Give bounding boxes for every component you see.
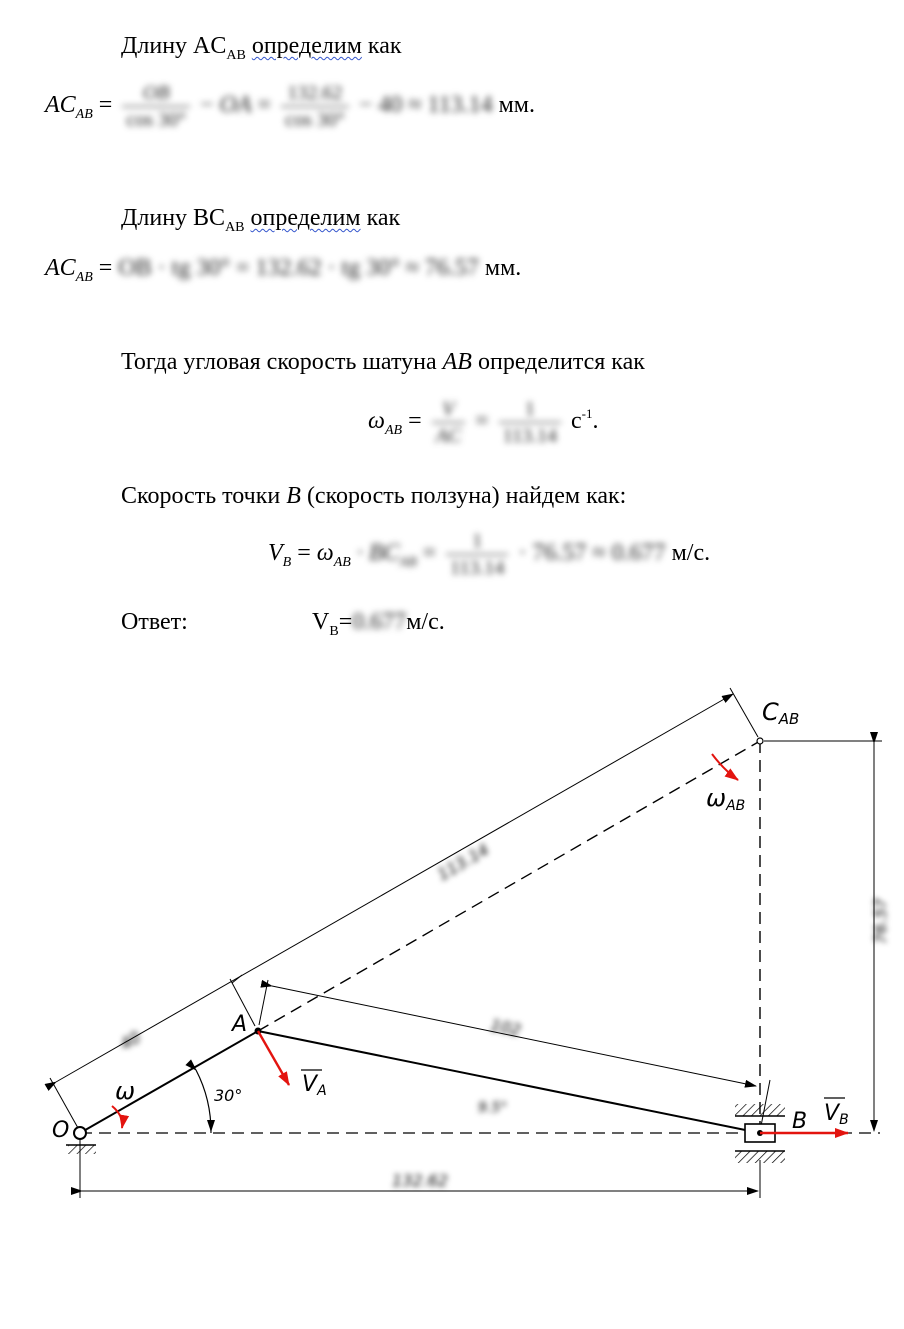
f1-lhs-sub: AB (75, 107, 93, 123)
p4-symbol: B (286, 483, 301, 509)
p2-sub: AB (225, 220, 245, 235)
f4-lhs-sub: B (282, 555, 292, 571)
p1-underlined-word: определим (251, 33, 362, 59)
label-omega: ω (115, 1077, 136, 1105)
f4-frac-num: 1 (446, 528, 508, 555)
answer-eq: = (338, 609, 353, 635)
p3-prefix: Тогда угловая скорость шатуна (121, 349, 437, 375)
dim-line-oc (56, 694, 733, 1082)
f3-unit-sup: -1 (581, 406, 593, 422)
rod-ab (258, 1031, 760, 1133)
f3-lhs: ω (368, 408, 385, 435)
f1-frac1-num: OB (122, 80, 190, 107)
dim-ext-b2 (761, 1080, 770, 1126)
dim-value-ab: 102 (488, 1015, 523, 1040)
velocity-va-arrow (258, 1031, 289, 1085)
p3-suffix: определится как (477, 349, 645, 375)
f2-rhs: OB · tg 30° = 132.62 · tg 30° ≈ 76.57 (118, 255, 479, 281)
label-omega-ab: ωAB (706, 784, 746, 814)
label-angle: 30° (214, 1086, 243, 1105)
f4-omega: ω (316, 540, 334, 567)
dim-ext-c (730, 688, 758, 737)
f2-lhs-sub: AB (75, 270, 93, 285)
f4-times: · BC (356, 540, 400, 567)
dim-value-ac: 113.14 (434, 839, 493, 885)
f1-minus2: − (358, 92, 373, 119)
f4-lhs: V (268, 540, 283, 567)
f3-lhs-sub: AB (384, 423, 403, 439)
omega-ab-rotation-arrow (712, 754, 738, 780)
label-vb: VB (824, 1101, 849, 1128)
f4-frac-den: 113.14 (450, 557, 505, 579)
f4-omega-sub: AB (333, 555, 351, 571)
answer-label: Ответ: (121, 609, 188, 635)
label-cab: CAB (762, 698, 800, 728)
dim-tick-a (232, 975, 242, 983)
p2-underlined-word: определим (250, 205, 361, 231)
f3-frac1-num: V (432, 396, 466, 423)
p1-suffix: как (367, 33, 402, 59)
f1-eq2: = (257, 92, 272, 119)
label-a: A (232, 1012, 248, 1037)
p4-suffix: (скорость ползуна) найдем как: (306, 483, 627, 509)
p2-prefix: Длину BC (121, 205, 226, 231)
f2-eq: = (98, 255, 113, 281)
dim-value-oa: 40 (116, 1027, 144, 1054)
answer-value: 0.677 (352, 609, 407, 635)
label-o: O (52, 1118, 70, 1143)
dim-value-angle: 9.5° (478, 1100, 508, 1116)
f3-frac2-num: 1 (499, 396, 561, 423)
answer-sub: B (329, 624, 339, 639)
f1-eq: = (98, 92, 113, 119)
f2-lhs: AC (45, 255, 76, 281)
f3-eq2: = (475, 408, 489, 435)
p4-prefix: Скорость точки (121, 483, 281, 509)
f3-frac1-den: AC (435, 425, 462, 447)
f1-frac2-den: cos 30° (285, 109, 345, 131)
f4-eq: = (297, 540, 311, 567)
f4-eq2: = (422, 540, 437, 567)
f3-frac2-den: 113.14 (502, 425, 557, 447)
f1-frac2-num: 132.62 (281, 80, 349, 107)
dim-value-ob: 132.62 (392, 1171, 448, 1190)
support-o (66, 1127, 96, 1154)
f4-unit: м/с. (671, 540, 711, 567)
dim-value-bc: 76.57 (871, 898, 890, 944)
f3-end: . (592, 408, 599, 435)
label-b: B (792, 1109, 808, 1134)
answer-unit: м/с. (406, 609, 445, 635)
point-cab (757, 738, 763, 744)
f4-rest: · 76.57 ≈ 0.677 (518, 540, 666, 567)
f1-term: OA (219, 92, 252, 119)
p2-suffix: как (366, 205, 401, 231)
crank-oa (80, 1031, 258, 1133)
f2-unit: мм. (484, 255, 522, 281)
p1-sub: AB (226, 48, 246, 63)
answer-lhs: V (312, 609, 330, 635)
f1-frac1-den: cos 30° (126, 109, 186, 131)
dim-ext-a2 (259, 980, 268, 1025)
p3-symbol: AB (442, 349, 472, 375)
f1-unit: мм. (498, 92, 535, 119)
p1-prefix: Длину AC (121, 33, 227, 59)
dashed-a-cab (258, 741, 760, 1031)
f1-minus1: − (200, 92, 214, 119)
f3-unit: с (570, 408, 582, 435)
f4-times-sub: AB (399, 555, 417, 571)
f1-term2: 40 ≈ 113.14 (378, 92, 493, 119)
f1-lhs: AC (45, 92, 76, 119)
f3-eq: = (408, 408, 422, 435)
angle-arc (196, 1070, 211, 1133)
label-va: VA (302, 1072, 327, 1099)
